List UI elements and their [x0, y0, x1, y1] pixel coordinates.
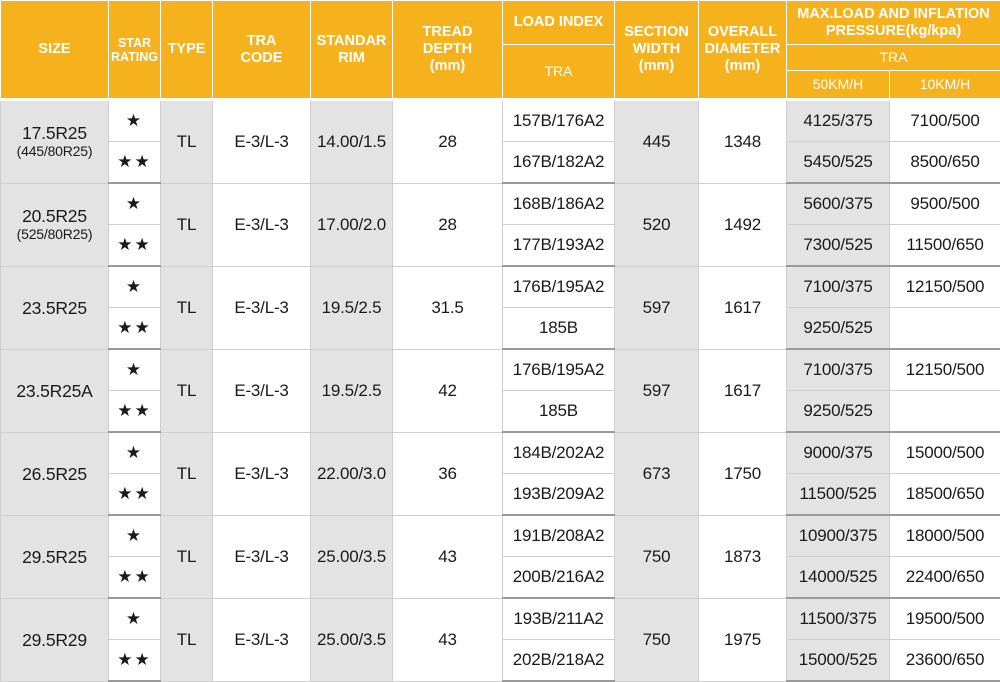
type-cell: TL: [161, 598, 213, 681]
header-load-index-tra: TRA: [503, 45, 615, 99]
load-index-cell: 193B/209A2: [503, 474, 615, 516]
star-rating-cell: [109, 349, 161, 391]
star-icon: ★★: [117, 567, 152, 586]
section-width-cell: 750: [615, 598, 699, 681]
size-cell: [1, 266, 109, 349]
tra-code-cell: E-3/L-3: [213, 515, 311, 598]
load-index-cell: 176B/195A2: [503, 349, 615, 391]
tread-depth-cell: 36: [393, 432, 503, 515]
load-50kmh-cell: 9250/525: [787, 391, 890, 433]
table-row: [1, 349, 1000, 391]
section-width-cell: 445: [615, 101, 699, 183]
load-index-cell: 168B/186A2: [503, 183, 615, 225]
star-icon: ★: [125, 277, 144, 296]
header-size: SIZE: [1, 1, 109, 99]
load-50kmh-cell: 5600/375: [787, 183, 890, 225]
load-50kmh-cell: 7100/375: [787, 349, 890, 391]
tread-depth-cell: 42: [393, 349, 503, 432]
load-50kmh-cell: 11500/375: [787, 598, 890, 640]
overall-diameter-cell: 1348: [699, 101, 787, 183]
star-rating-cell: [109, 598, 161, 640]
size-cell: [1, 349, 109, 432]
load-index-cell: 157B/176A2: [503, 101, 615, 142]
load-10kmh-cell: 7100/500: [890, 101, 1000, 142]
section-width-cell: 673: [615, 432, 699, 515]
load-index-cell: 167B/182A2: [503, 142, 615, 184]
star-rating-cell: [109, 432, 161, 474]
header-speed-10: 10KM/H: [890, 71, 1000, 99]
table-row: [1, 515, 1000, 557]
header-max-load-tra: TRA: [787, 45, 1000, 71]
section-width-cell: 520: [615, 183, 699, 266]
load-10kmh-cell: 22400/650: [890, 557, 1000, 599]
tread-depth-cell: 43: [393, 515, 503, 598]
size-name: 29.5R25: [22, 546, 87, 567]
size-name: 17.5R25: [22, 123, 87, 144]
size-alt-name: (445/80R25): [16, 143, 93, 160]
star-icon: ★★: [117, 235, 152, 254]
load-10kmh-cell: [890, 308, 1000, 350]
load-50kmh-cell: 7100/375: [787, 266, 890, 308]
load-50kmh-cell: 14000/525: [787, 557, 890, 599]
tra-code-cell: E-3/L-3: [213, 598, 311, 681]
tra-code-cell: E-3/L-3: [213, 183, 311, 266]
load-index-cell: 191B/208A2: [503, 515, 615, 557]
star-rating-cell: [109, 640, 161, 682]
star-rating-cell: [109, 308, 161, 350]
star-icon: ★: [125, 111, 144, 130]
load-index-cell: 200B/216A2: [503, 557, 615, 599]
star-rating-cell: [109, 266, 161, 308]
load-50kmh-cell: 4125/375: [787, 101, 890, 142]
load-10kmh-cell: 9500/500: [890, 183, 1000, 225]
type-cell: TL: [161, 515, 213, 598]
star-icon: ★★: [117, 484, 152, 503]
size-name: 23.5R25A: [16, 380, 93, 401]
tra-code-cell: E-3/L-3: [213, 349, 311, 432]
table-body: [1, 99, 1000, 682]
star-rating-cell: [109, 225, 161, 267]
star-icon: ★: [125, 609, 144, 628]
star-icon: ★: [125, 194, 144, 213]
type-cell: TL: [161, 432, 213, 515]
load-50kmh-cell: 15000/525: [787, 640, 890, 682]
star-rating-cell: [109, 515, 161, 557]
size-name: 23.5R25: [22, 297, 87, 318]
tread-depth-cell: 28: [393, 101, 503, 183]
load-10kmh-cell: 18000/500: [890, 515, 1000, 557]
load-10kmh-cell: 8500/650: [890, 142, 1000, 184]
header-max-load: MAX.LOAD AND INFLATION PRESSURE(kg/kpa): [787, 1, 1000, 45]
section-width-cell: 597: [615, 266, 699, 349]
type-cell: TL: [161, 349, 213, 432]
header-section-width: SECTION WIDTH (mm): [615, 1, 699, 99]
section-width-cell: 597: [615, 349, 699, 432]
load-50kmh-cell: 10900/375: [787, 515, 890, 557]
table-header: [1, 1, 1000, 99]
overall-diameter-cell: 1617: [699, 266, 787, 349]
table-row: [1, 432, 1000, 474]
standard-rim-cell: 25.00/3.5: [311, 598, 393, 681]
size-cell: [1, 101, 109, 183]
load-50kmh-cell: 9000/375: [787, 432, 890, 474]
size-cell: [1, 183, 109, 266]
size-cell: [1, 515, 109, 598]
size-name: 29.5R29: [22, 629, 87, 650]
table-row: [1, 101, 1000, 142]
header-tread-depth: TREAD DEPTH (mm): [393, 1, 503, 99]
overall-diameter-cell: 1873: [699, 515, 787, 598]
tra-code-cell: E-3/L-3: [213, 432, 311, 515]
tread-depth-cell: 43: [393, 598, 503, 681]
section-width-cell: 750: [615, 515, 699, 598]
overall-diameter-cell: 1975: [699, 598, 787, 681]
load-index-cell: 177B/193A2: [503, 225, 615, 267]
size-name: 26.5R25: [22, 463, 87, 484]
type-cell: TL: [161, 266, 213, 349]
load-50kmh-cell: 11500/525: [787, 474, 890, 516]
star-icon: ★: [125, 526, 144, 545]
size-cell: [1, 432, 109, 515]
table-row: [1, 266, 1000, 308]
load-10kmh-cell: 15000/500: [890, 432, 1000, 474]
overall-diameter-cell: 1617: [699, 349, 787, 432]
overall-diameter-cell: 1750: [699, 432, 787, 515]
star-icon: ★★: [117, 152, 152, 171]
header-load-index: LOAD INDEX: [503, 1, 615, 45]
header-tra-code: TRA CODE: [213, 1, 311, 99]
star-rating-cell: [109, 142, 161, 184]
header-speed-50: 50KM/H: [787, 71, 890, 99]
tread-depth-cell: 31.5: [393, 266, 503, 349]
star-rating-cell: [109, 474, 161, 516]
star-icon: ★★: [117, 401, 152, 420]
tra-code-cell: E-3/L-3: [213, 101, 311, 183]
standard-rim-cell: 19.5/2.5: [311, 266, 393, 349]
star-rating-cell: [109, 557, 161, 599]
standard-rim-cell: 22.00/3.0: [311, 432, 393, 515]
standard-rim-cell: 19.5/2.5: [311, 349, 393, 432]
header-overall-diameter: OVERALL DIAMETER (mm): [699, 1, 787, 99]
header-type: TYPE: [161, 1, 213, 99]
load-10kmh-cell: [890, 391, 1000, 433]
load-10kmh-cell: 12150/500: [890, 349, 1000, 391]
header-star-rating: STAR RATING: [109, 1, 161, 99]
load-10kmh-cell: 18500/650: [890, 474, 1000, 516]
size-name: 20.5R25: [22, 206, 87, 226]
load-10kmh-cell: 19500/500: [890, 598, 1000, 640]
header-standard-rim: STANDAR RIM: [311, 1, 393, 99]
load-50kmh-cell: 5450/525: [787, 142, 890, 184]
star-icon: ★★: [117, 650, 152, 669]
star-rating-cell: [109, 391, 161, 433]
load-50kmh-cell: 9250/525: [787, 308, 890, 350]
standard-rim-cell: 25.00/3.5: [311, 515, 393, 598]
load-10kmh-cell: 12150/500: [890, 266, 1000, 308]
load-index-cell: 184B/202A2: [503, 432, 615, 474]
load-10kmh-cell: 11500/650: [890, 225, 1000, 267]
star-icon: ★★: [117, 318, 152, 337]
star-icon: ★: [125, 443, 144, 462]
standard-rim-cell: 14.00/1.5: [311, 101, 393, 183]
table-row: [1, 598, 1000, 640]
size-alt-name: (525/80R25): [16, 226, 93, 242]
load-index-cell: 185B: [503, 391, 615, 433]
type-cell: TL: [161, 101, 213, 183]
star-rating-cell: [109, 101, 161, 142]
load-index-cell: 193B/211A2: [503, 598, 615, 640]
load-index-cell: 185B: [503, 308, 615, 350]
star-icon: ★: [125, 360, 144, 379]
load-index-cell: 176B/195A2: [503, 266, 615, 308]
load-index-cell: 202B/218A2: [503, 640, 615, 682]
tra-code-cell: E-3/L-3: [213, 266, 311, 349]
tread-depth-cell: 28: [393, 183, 503, 266]
load-10kmh-cell: 23600/650: [890, 640, 1000, 682]
star-rating-cell: [109, 183, 161, 225]
type-cell: TL: [161, 183, 213, 266]
load-50kmh-cell: 7300/525: [787, 225, 890, 267]
size-cell: [1, 598, 109, 681]
table-row: [1, 183, 1000, 225]
overall-diameter-cell: 1492: [699, 183, 787, 266]
standard-rim-cell: 17.00/2.0: [311, 183, 393, 266]
